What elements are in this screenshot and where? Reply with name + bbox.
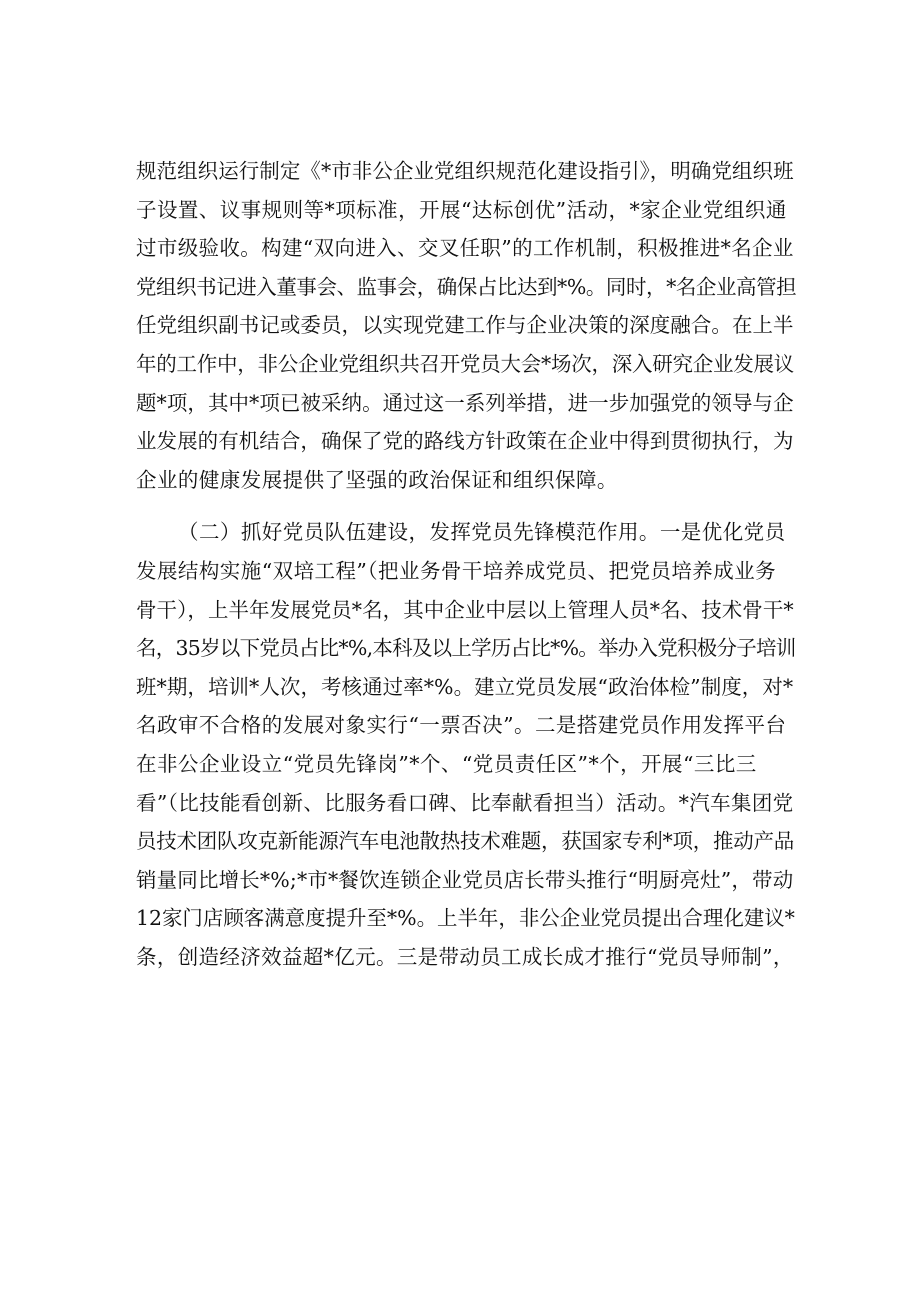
text-line: 党组织书记进入董事会、监事会，确保占比达到*%。同时，*名企业高管担 xyxy=(136,274,797,299)
text-line: 子设置、议事规则等*项标准，开展“达标创优”活动，*家企业党组织通 xyxy=(136,197,787,222)
text-line: 名，35岁以下党员占比*%,本科及以上学历占比*%。举办入党积极分子培训 xyxy=(136,636,796,661)
text-line: 看”（比技能看创新、比服务看口碑、比奉献看担当）活动。*汽车集团党 xyxy=(136,790,794,815)
text-line: 题*项，其中*项已被采纳。通过这一系列举措，进一步加强党的领导与企 xyxy=(136,390,794,415)
text-line: 骨干），上半年发展党员*名，其中企业中层以上管理人员*名、技术骨干* xyxy=(136,597,794,622)
text-line: 条，创造经济效益超*亿元。三是带动员工成长成才推行“党员导师制”， xyxy=(136,944,794,969)
text-line: 年的工作中，非公企业党组织共召开党员大会*场次，深入研究企业发展议 xyxy=(136,351,794,376)
text-line: 班*期，培训*人次，考核通过率*%。建立党员发展“政治体检”制度，对* xyxy=(136,674,794,699)
text-line: 任党组织副书记或委员，以实现党建工作与企业决策的深度融合。在上半 xyxy=(136,313,794,338)
text-line: 名政审不合格的发展对象实行“一票否决”。二是搭建党员作用发挥平台 xyxy=(136,713,787,738)
text-line: 企业的健康发展提供了坚强的政治保证和组织保障。 xyxy=(136,467,618,492)
document-body xyxy=(136,152,796,976)
text-line: 销量同比增长*%;*市*餐饮连锁企业党员店长带头推行“明厨亮灶”，带动 xyxy=(136,867,794,892)
text-line: 业发展的有机结合，确保了党的路线方针政策在企业中得到贯彻执行，为 xyxy=(136,429,794,454)
section-heading-line: （二）抓好党员队伍建设，发挥党员先锋模范作用。一是优化党员 xyxy=(178,520,786,545)
text-line: 规范组织运行制定《*市非公企业党组织规范化建设指引》，明确党组织班 xyxy=(136,159,794,183)
paragraph-spacer xyxy=(136,499,796,513)
text-line: 过市级验收。构建“双向进入、交叉任职”的工作机制，积极推进*名企业 xyxy=(136,236,794,261)
paragraph-org-standardization xyxy=(136,152,796,499)
text-line: 员技术团队攻克新能源汽车电池散热技术难题，获国家专利*项，推动产品 xyxy=(136,829,794,854)
paragraph-party-member-team xyxy=(136,513,796,976)
text-line: 发展结构实施“双培工程”（把业务骨干培养成党员、把党员培养成业务 xyxy=(136,558,777,583)
text-line: 12家门店顾客满意度提升至*%。上半年，非公企业党员提出合理化建议* xyxy=(136,906,795,931)
text-line: 在非公企业设立“党员先锋岗”*个、“党员责任区”*个，开展“三比三 xyxy=(136,751,757,776)
